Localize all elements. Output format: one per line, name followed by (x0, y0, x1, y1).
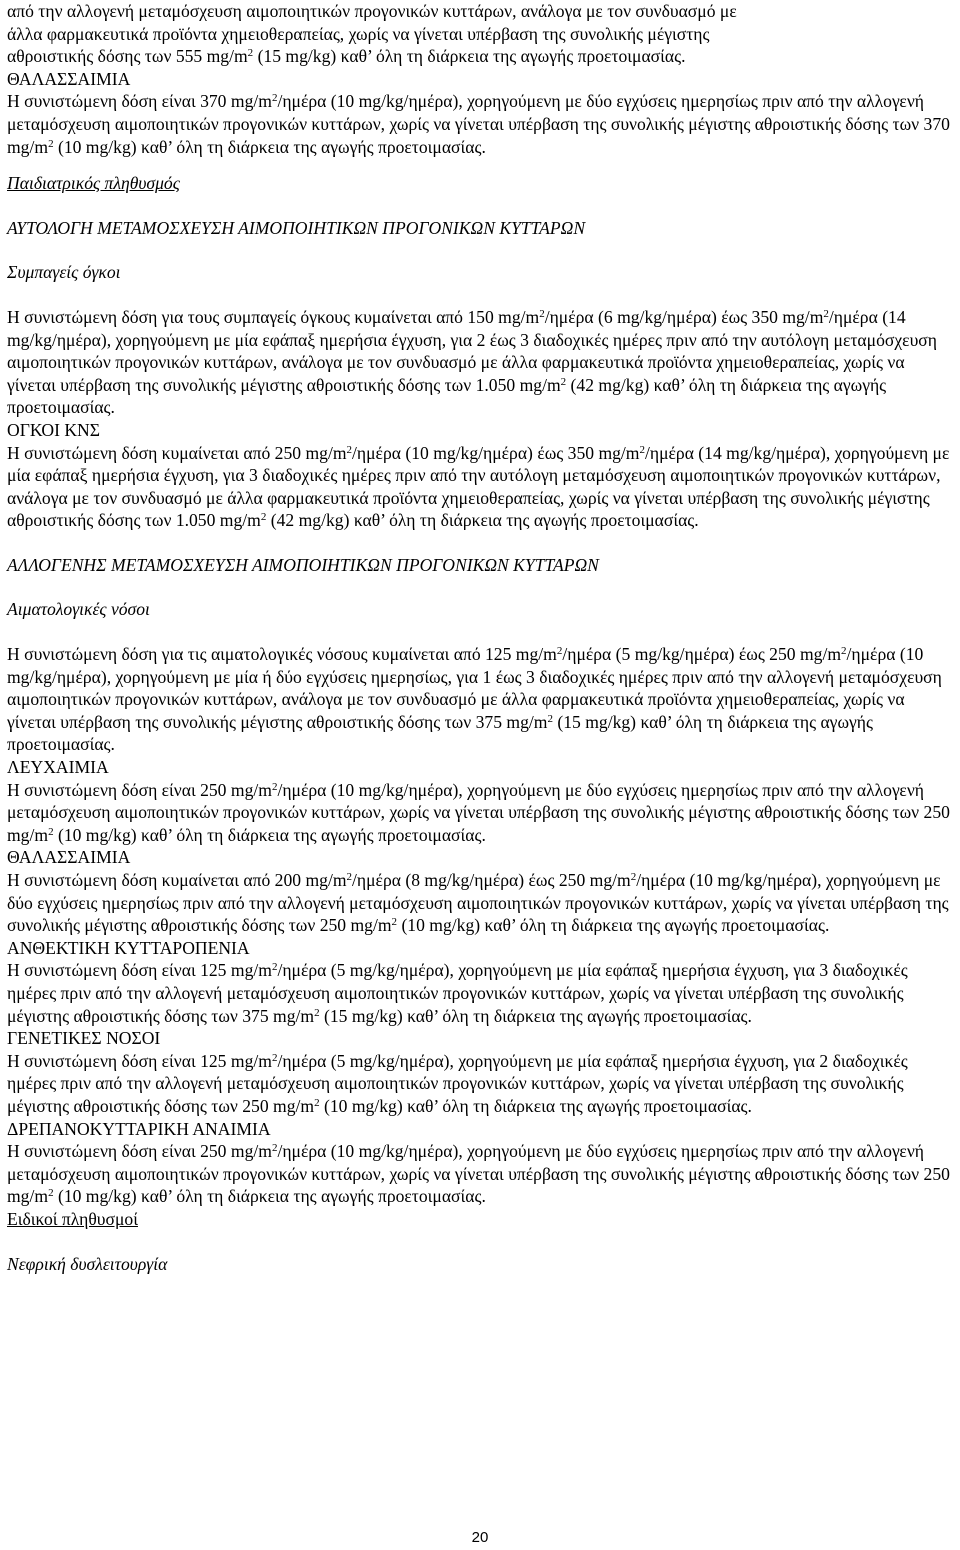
text: /ημέρα (5 mg/kg/ημέρα), χορηγούμενη με μία εφάπαξ ημερήσια έγχυση, για 3 διαδοχικές ημέρες πριν από την αλλογενή μεταμόσχευση αιμοποιητικών προγονικών κυττάρων, χωρίς να γίνεται υπέρβαση της συνολικής μέγιστης αθροιστικής δόσης των 375 mg/m (7, 960, 908, 1026)
superscript: 2 (346, 871, 353, 883)
text: (10 mg/kg) καθ’ όλη τη διάρκεια της αγωγής προετοιμασίας. (53, 1186, 486, 1207)
text: /ημέρα (6 mg/kg/ημέρα) έως 350 mg/m (544, 306, 824, 327)
superscript: 2 (547, 712, 553, 725)
superscript: 2 (391, 916, 398, 929)
autologous-transplant-title: ΑΥΤΟΛΟΓΗ ΜΕΤΑΜΟΣΧΕΥΣΗ ΑΙΜΟΠΟΙΗΤΙΚΩΝ ΠΡΟΓΟΝΙΚΩΝ ΚΥΤΤΑΡΩΝ (7, 217, 586, 238)
intro-line: άλλα φαρμακευτικά προϊόντα χημειοθεραπείας, χωρίς να γίνεται υπέρβαση της συνολικής μέγιστης (7, 23, 710, 44)
superscript: 2 (260, 511, 267, 524)
heading-cns-tumours: ΟΓΚΟΙ ΚΝΣ (7, 419, 100, 440)
text: Η συνιστώμενη δόση κυμαίνεται από 200 mg/m (7, 870, 347, 890)
text: /ημέρα (10 mg/kg/ημέρα), χορηγούμενη με δύο εγχύσεις ημερησίως πριν από την αλλογενή μεταμόσχευση αιμοποιητικών προγονικών κυττάρων, χωρίς να γίνεται υπέρβαση της συνολικής μέγιστης αθροιστικής δόσης των 250 mg/m (7, 1141, 950, 1207)
renal-impairment-subtitle: Νεφρική δυσλειτουργία (7, 1253, 168, 1274)
text: /ημέρα (14 mg/kg/ημέρα), χορηγούμενη με μία εφάπαξ ημερήσια έγχυση, για 2 έως 3 διαδοχικές ημέρες πριν από την αυτόλογη μεταμόσχευση αιμοποιητικών προγονικών κυττάρων, ανάλογα με τον συνδυασμό με άλλα φαρμακευτικά προϊόντα χημειοθεραπείας, χωρίς να γίνεται υπέρβαση της συνολικής μέγιστης αθροιστικής δόσης των 1.050 mg/m (7, 306, 937, 395)
superscript: 2 (346, 443, 353, 456)
text: Η συνιστώμενη δόση για τους συμπαγείς όγκους κυμαίνεται από 150 mg/m (7, 306, 540, 327)
special-populations-heading: Ειδικοί πληθυσμοί (7, 1208, 138, 1229)
text: (10 mg/kg) καθ’ όλη τη διάρκεια της αγωγής προετοιμασίας. (53, 824, 486, 845)
text: Η συνιστώμενη δόση κυμαίνεται από 250 mg/m (7, 442, 347, 463)
text: Η συνιστώμενη δόση είναι 125 mg/m (7, 960, 272, 981)
thalassemia-paragraph (7, 869, 953, 937)
text: (10 mg/kg) καθ’ όλη τη διάρκεια της αγωγής προετοιμασίας. (397, 915, 830, 936)
heading-thalassemia-adult: ΘΑΛΑΣΣΑΙΜΙΑ (7, 68, 131, 89)
text: (10 mg/kg) καθ’ όλη τη διάρκεια της αγωγής προετοιμασίας. (319, 1095, 752, 1116)
text: /ημέρα (10 mg/kg/ημέρα) έως 350 mg/m (352, 442, 640, 463)
superscript: 2 (48, 137, 54, 150)
refractory-cytopenia-paragraph (7, 959, 953, 1027)
superscript: 2 (630, 871, 637, 883)
text: /ημέρα (5 mg/kg/ημέρα), χορηγούμενη με μία εφάπαξ ημερήσια έγχυση, για 2 διαδοχικές ημέρες πριν από την αλλογενή μεταμόσχευση αιμοποιητικών προγονικών κυττάρων, χωρίς να γίνεται υπέρβαση της συνολικής μέγιστης αθροιστικής δόσης των 250 mg/m (7, 1050, 908, 1116)
text: /ημέρα (8 mg/kg/ημέρα) έως 250 mg/m (352, 870, 631, 890)
text: (15 mg/kg) καθ’ όλη τη διάρκεια της αγωγής προετοιμασίας. (319, 1005, 752, 1026)
solid-tumours-paragraph (7, 306, 953, 419)
intro-line: αθροιστικής δόσης των 555 mg/m (7, 46, 248, 67)
superscript: 2 (639, 443, 645, 456)
superscript: 2 (271, 1051, 278, 1064)
intro-paragraph (7, 0, 953, 68)
text: /ημέρα (10 mg/kg/ημέρα), χορηγούμενη με δύο εγχύσεις ημερησίως πριν από την αλλογενή μεταμόσχευση αιμοποιητικών προγονικών κυττάρων, χωρίς να γίνεται υπέρβαση της συνολικής μέγιστης αθροιστικής δόσης των 250 mg/m (7, 870, 949, 936)
superscript: 2 (271, 780, 278, 793)
pediatric-population-heading: Παιδιατρικός πληθυσμός (7, 173, 180, 194)
intro-line: από την αλλογενή μεταμόσχευση αιμοποιητικών προγονικών κυττάρων, ανάλογα με τον συνδυασμό με (7, 1, 737, 21)
heading-genetic-diseases: ΓΕΝΕΤΙΚΕΣ ΝΟΣΟΙ (7, 1028, 161, 1049)
superscript: 2 (556, 645, 563, 658)
text: Η συνιστώμενη δόση είναι 250 mg/m (7, 1141, 272, 1162)
sickle-cell-paragraph (7, 1140, 953, 1208)
text: /ημέρα (10 mg/kg/ημέρα), χορηγούμενη με δύο εγχύσεις ημερησίως πριν από την αλλογενή μεταμόσχευση αιμοποιητικών προγονικών κυττάρων, χωρίς να γίνεται υπέρβαση της συνολικής μέγιστης αθροιστικής δόσης των 250 mg/m (7, 779, 950, 845)
superscript: 2 (560, 375, 567, 388)
superscript: 2 (823, 307, 829, 320)
allogeneic-transplant-title: ΑΛΛΟΓΕΝΗΣ ΜΕΤΑΜΟΣΧΕΥΣΗ ΑΙΜΟΠΟΙΗΤΙΚΩΝ ΠΡΟΓΟΝΙΚΩΝ ΚΥΤΤΑΡΩΝ (7, 554, 599, 575)
superscript: 2 (271, 92, 278, 105)
superscript: 2 (48, 1187, 54, 1200)
text: Η συνιστώμενη δόση είναι 250 mg/m (7, 779, 272, 800)
thalassemia-adult-paragraph (7, 90, 953, 158)
heading-refractory-cytopenia: ΑΝΘΕΚΤΙΚΗ ΚΥΤΤΑΡΟΠΕΝΙΑ (7, 937, 250, 958)
text: /ημέρα (10 mg/kg/ημέρα), χορηγούμενη με δύο εγχύσεις ημερησίως πριν από την αλλογενή μεταμόσχευση αιμοποιητικών προγονικών κυττάρων, χωρίς να γίνεται υπέρβαση της συνολικής μέγιστης αθροιστικής δόσης των 370 mg/m (7, 91, 950, 157)
intro-line: (15 mg/kg) καθ’ όλη τη διάρκεια της αγωγής προετοιμασίας. (253, 46, 686, 67)
superscript: 2 (314, 1006, 320, 1019)
text: (42 mg/kg) καθ’ όλη τη διάρκεια της αγωγής προετοιμασίας. (266, 510, 699, 531)
text: (10 mg/kg) καθ’ όλη τη διάρκεια της αγωγής προετοιμασίας. (53, 136, 486, 157)
page-number: 20 (471, 1529, 489, 1546)
text: Η συνιστώμενη δόση είναι 125 mg/m (7, 1050, 272, 1071)
text: (42 mg/kg) καθ’ όλη τη διάρκεια της αγωγής προετοιμασίας. (7, 374, 887, 418)
superscript: 2 (841, 645, 847, 658)
heading-sickle-cell-anaemia: ΔΡΕΠΑΝΟΚΥΤΤΑΡΙΚΗ ΑΝΑΙΜΙΑ (7, 1118, 271, 1139)
superscript: 2 (271, 1142, 278, 1155)
text: Η συνιστώμενη δόση για τις αιματολογικές νόσους κυμαίνεται από 125 mg/m (7, 644, 557, 665)
superscript: 2 (48, 825, 54, 838)
heading-leukaemia: ΛΕΥΧΑΙΜΙΑ (7, 757, 109, 778)
superscript: 2 (271, 961, 278, 974)
leukaemia-paragraph (7, 779, 953, 847)
superscript: 2 (539, 307, 545, 320)
genetic-diseases-paragraph (7, 1050, 953, 1118)
solid-tumours-subtitle: Συμπαγείς όγκοι (7, 262, 121, 283)
haematological-paragraph (7, 643, 953, 756)
text: /ημέρα (5 mg/kg/ημέρα) έως 250 mg/m (562, 644, 842, 665)
superscript: 2 (314, 1096, 320, 1109)
superscript: 2 (247, 47, 254, 60)
document-page (7, 0, 953, 1275)
haematological-diseases-subtitle: Αιματολογικές νόσοι (7, 599, 150, 620)
text: Η συνιστώμενη δόση είναι 370 mg/m (7, 91, 272, 112)
text: (15 mg/kg) καθ’ όλη τη διάρκεια της αγωγής προετοιμασίας. (7, 711, 873, 755)
text: /ημέρα (14 mg/kg/ημέρα), χορηγούμενη με μία εφάπαξ ημερήσια έγχυση, για 3 διαδοχικές ημέρες πριν από την αυτόλογη μεταμόσχευση αιμοποιητικών προγονικών κυττάρων, ανάλογα με τον συνδυασμό με άλλα φαρμακευτικά προϊόντα χημειοθεραπείας, χωρίς να γίνεται υπέρβαση της συνολικής μέγιστης αθροιστικής δόσης των 1.050 mg/m (7, 442, 950, 531)
heading-thalassemia: ΘΑΛΑΣΣΑΙΜΙΑ (7, 847, 131, 868)
text: /ημέρα (10 mg/kg/ημέρα), χορηγούμενη με μία ή δύο εγχύσεις ημερησίως, για 1 έως 3 διαδοχικές ημέρες πριν από την αλλογενή μεταμόσχευση αιμοποιητικών προγονικών κυττάρων, ανάλογα με τον συνδυασμό με άλλα φαρμακευτικά προϊόντα χημειοθεραπείας, χωρίς να γίνεται υπέρβαση της συνολικής μέγιστης αθροιστικής δόσης των 375 mg/m (7, 644, 942, 732)
cns-tumours-paragraph (7, 442, 953, 532)
